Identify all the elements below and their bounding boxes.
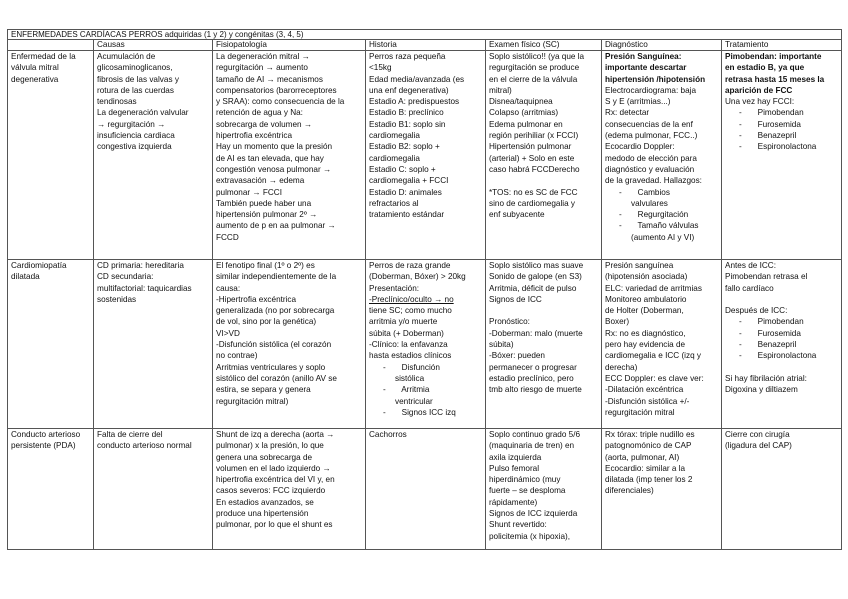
cell-line: *TOS: no es SC de FCC (489, 187, 578, 197)
cell-line (489, 175, 599, 186)
cell-line: cardiomegalia (369, 153, 420, 163)
cell-line: - Benazepril (739, 131, 797, 141)
cell-line: Presión sanguínea (605, 261, 674, 270)
cell-line: consecuencias de la enf (605, 119, 693, 129)
cell-line: pulmonar) x la presión, lo que (216, 441, 324, 451)
cell-line: insuficiencia cardiaca (97, 131, 175, 141)
cell-line: - Benazepril (739, 340, 797, 350)
cell-fisiopatologia (213, 429, 366, 550)
cell-line: Cierre con cirugía (725, 430, 790, 439)
cell-line: similar independientemente de la (216, 272, 337, 282)
cell-line: tmb alto riesgo de muerte (489, 385, 582, 395)
cell-line: Una vez hay FCCI: (725, 97, 795, 107)
cell-line: súbita) (489, 340, 514, 350)
cell-line: Estadio A: predispuestos (369, 97, 460, 107)
cell-line: regurgitación → aumento (216, 63, 308, 73)
cell-line: Signos de ICC izquierda (489, 509, 578, 519)
cell-line: medodo de elección para (605, 153, 697, 163)
cell-line: Shunt revertido: (489, 520, 547, 530)
cell-line: (maquinaria de tren) en (489, 441, 575, 451)
cell-line: CD secundaria: (97, 272, 154, 282)
header-diagnostico: Diagnóstico (602, 40, 722, 51)
cell-line: Signos de ICC (489, 294, 542, 304)
cell-line: Arritmia, déficit de pulso (489, 283, 577, 293)
cell-line: ventricular (395, 396, 433, 406)
cell-line: Perros raza pequeña (369, 52, 446, 61)
cell-line: regurgitación se produce (489, 63, 580, 73)
cell-line: Monitoreo ambulatorio (605, 294, 687, 304)
cell-line: congestión venosa pulmonar → (216, 164, 332, 174)
cell-line: sostenidas (97, 294, 137, 304)
cell-line: retrasa hasta 15 meses la (725, 74, 825, 84)
cell-line: - Disfunción (383, 362, 440, 372)
cell-line: Ecocardio Doppler: (605, 142, 675, 152)
row-label: Conducto arterioso persistente (PDA) (8, 429, 94, 550)
cell-line: aparición de FCC (725, 85, 793, 95)
cell-line: retención de agua y Na: (216, 108, 303, 118)
cell-line: patognomónico de CAP (605, 441, 692, 451)
cell-line: cardiomegalia + FCCI (369, 176, 449, 186)
cell-line: fibrosis de las valvas y (97, 74, 179, 84)
cell-diagnostico (602, 429, 722, 550)
cell-line: hipertensión /hipotensión (605, 74, 706, 84)
cell-line: Pimobendan retrasa el (725, 272, 808, 282)
cell-line: en estadio B, ya que (725, 63, 805, 73)
cell-line: Sonido de galope (en S3) (489, 272, 582, 282)
cell-line: Falta de cierre del (97, 430, 163, 439)
cell-line: - Regurgitación (619, 210, 689, 220)
cell-line: Colapso (arritmias) (489, 108, 559, 118)
cell-historia (366, 260, 486, 429)
cell-line: sistólico del corazón (anillo AV se (216, 373, 337, 383)
cell-causas (94, 260, 213, 429)
header-causas: Causas (94, 40, 213, 51)
cell-line: diferenciales) (605, 486, 654, 496)
cell-line: VI>VD (216, 328, 240, 338)
cell-line: Edema pulmonar en (489, 119, 563, 129)
cell-line: generalizada (no por sobrecarga (216, 306, 335, 316)
cell-line: Presión Sanguínea: (605, 52, 682, 61)
header-tratamiento: Tratamiento (722, 40, 842, 51)
cell-line: El fenotipo final (1º o 2º) es (216, 261, 315, 270)
cell-line: S y E (arritmias...) (605, 97, 671, 107)
cell-line: En estadios avanzados, se (216, 497, 314, 507)
cell-line: Electrocardiograma: baja (605, 85, 697, 95)
cell-line: - Espironolactona (739, 142, 817, 152)
cell-line: (hipotensión asociada) (605, 272, 688, 282)
row-label: Enfermedad de la válvula mitral degenerativa (8, 51, 94, 260)
cell-line: - Arritmia (383, 385, 430, 395)
cell-line: FCCD (216, 232, 239, 242)
cell-line: ECC Doppler: es clave ver: (605, 373, 704, 383)
cell-line: compensatorios (barorreceptores (216, 85, 337, 95)
cell-line: - Furosemida (739, 328, 801, 338)
header-cell-empty (8, 40, 94, 51)
cell-line: sobrecarga de volumen → (216, 119, 313, 129)
table-title: ENFERMEDADES CARDÍACAS PERROS adquiridas (1 y 2) y congénitas (3, 4, 5) (8, 30, 842, 40)
cell-line: rápidamente) (489, 497, 538, 507)
cell-line: - Tamaño válvulas (619, 221, 699, 231)
cell-line: tiene SC; como mucho (369, 306, 452, 316)
cell-line: fuerte – se desploma (489, 486, 566, 496)
cell-line: -Dilatación excéntrica (605, 385, 684, 395)
cell-examen-fisico (486, 51, 602, 260)
cell-line: - Signos ICC izq (383, 407, 456, 417)
cell-line: -Disfunción sistólica (el corazón (216, 340, 332, 350)
cell-line: <15kg (369, 63, 392, 73)
cell-line: Shunt de izq a derecha (aorta → (216, 430, 335, 439)
cell-line: en el cierre de la válvula (489, 74, 578, 84)
cell-line: (Doberman, Bóxer) > 20kg (369, 272, 466, 282)
cell-line: congestiva izquierda (97, 142, 172, 152)
cell-line: También puede haber una (216, 198, 312, 208)
cell-line: -Bóxer: pueden (489, 351, 545, 361)
cell-line: fallo cardíaco (725, 283, 774, 293)
cell-line: axila izquierda (489, 452, 542, 462)
disease-table (7, 29, 842, 550)
cell-line: volumen en el lado izquierdo → (216, 463, 331, 473)
cell-line: casos severos: FCC izquierdo (216, 486, 326, 496)
cell-line: -Doberman: malo (muerte (489, 328, 583, 338)
cell-line: policitemia (x hipoxia), (489, 531, 570, 541)
cell-line: (aumento AI y VI) (631, 232, 695, 242)
cell-line: (aorta, pulmonar, AI) (605, 452, 680, 462)
cell-line: Edad media/avanzada (es (369, 74, 465, 84)
cell-line: Rx tórax: triple nudillo es (605, 430, 695, 439)
cell-line: - Furosemida (739, 119, 801, 129)
cell-line: estira, se separa y genera (216, 385, 311, 395)
cell-line: Acumulación de (97, 52, 156, 61)
cell-line: Pimobendan: importante (725, 52, 822, 61)
cell-line: produce una hipertensión (216, 509, 309, 519)
cell-line: de vol, sino por la genética) (216, 317, 317, 327)
cell-line: hiperdinámico (muy (489, 475, 561, 485)
cell-fisiopatologia (213, 51, 366, 260)
cell-line: de AI es tan elevada, que hay (216, 153, 324, 163)
cell-line: Digoxina y diltiazem (725, 385, 798, 395)
cell-line: pulmonar, por lo que el shunt es (216, 520, 333, 530)
cell-line: extravasación → edema (216, 176, 305, 186)
cell-diagnostico (602, 260, 722, 429)
cell-line: pero hay evidencia de (605, 340, 686, 350)
cell-line: Perros de raza grande (369, 261, 451, 270)
cell-line: - Cambios (619, 187, 670, 197)
cell-line: Arritmias ventriculares y soplo (216, 362, 326, 372)
cell-line: Pulso femoral (489, 463, 540, 473)
header-examen-fisico: Examen físico (SC) (486, 40, 602, 51)
cell-line: La degeneración valvular (97, 108, 189, 118)
cell-line: dilatada (imp tener los 2 (605, 475, 693, 485)
cell-examen-fisico (486, 260, 602, 429)
cell-line: diagnóstico y evaluación (605, 164, 695, 174)
cell-line: Disnea/taquipnea (489, 97, 553, 107)
cell-line: mitral) (489, 85, 512, 95)
cell-line: CD primaria: hereditaria (97, 261, 184, 270)
cell-line: Estadio B: preclínico (369, 108, 444, 118)
cell-line (489, 305, 599, 316)
cell-line: rotura de las cuerdas (97, 85, 174, 95)
cell-line: Hay un momento que la presión (216, 142, 333, 152)
cell-tratamiento (722, 260, 842, 429)
cell-line: -Hipertrofia excéntrica (216, 294, 297, 304)
row-cardiomiopatia-dilatada (8, 260, 842, 429)
cell-line: Presentación: (369, 283, 420, 293)
row-label: Cardiomiopatía dilatada (8, 260, 94, 429)
cell-line: y SRAA): como consecuencia de la (216, 97, 345, 107)
cell-line: Estadio B1: soplo sin (369, 119, 446, 129)
header-row (8, 40, 842, 51)
cell-line: hasta estadios clínicos (369, 351, 452, 361)
cell-diagnostico (602, 51, 722, 260)
cell-line: enf subyacente (489, 210, 545, 220)
cell-historia (366, 429, 486, 550)
cell-line: genera una sobrecarga de (216, 452, 313, 462)
cell-line: Boxer) (605, 317, 630, 327)
cell-line: Soplo continuo grado 5/6 (489, 430, 581, 439)
cell-line: Ecocardio: similar a la (605, 463, 686, 473)
header-fisiopatologia: Fisiopatología (213, 40, 366, 51)
cell-line: estadio preclínico, pero (489, 373, 574, 383)
cell-line: Estadio B2: soplo + (369, 142, 440, 152)
cell-line: regurgitación mitral (605, 407, 675, 417)
cell-line: glicosaminoglicanos, (97, 63, 173, 73)
cell-line: (edema pulmonar, FCC..) (605, 131, 698, 141)
cell-line: tamaño de AI → mecanismos (216, 74, 323, 84)
cell-line: (arterial) + Solo en este (489, 153, 575, 163)
cell-line: valvulares (631, 198, 668, 208)
cell-line: región perihiliar (x FCCI) (489, 131, 579, 141)
cell-line: importante descartar (605, 63, 687, 73)
cell-line: súbita (+ Doberman) (369, 328, 444, 338)
cell-line: Después de ICC: (725, 306, 788, 316)
cell-line: Cachorros (369, 430, 407, 439)
cell-line: pulmonar → FCCI (216, 187, 282, 197)
cell-line: aumento de p en aa pulmonar → (216, 221, 336, 231)
cell-line: tendinosas (97, 97, 137, 107)
cell-line: hipertensión pulmonar 2º → (216, 210, 318, 220)
cell-line (725, 294, 839, 305)
cell-examen-fisico (486, 429, 602, 550)
cell-line: Antes de ICC: (725, 261, 776, 270)
cell-line: Hipertensión pulmonar (489, 142, 572, 152)
cell-causas (94, 429, 213, 550)
cell-line: causa: (216, 283, 241, 293)
cell-line: cardiomegalia (369, 131, 420, 141)
cell-line: permanecer o progresar (489, 362, 577, 372)
cell-line: Estadio C: soplo + (369, 164, 436, 174)
cell-line: La degeneración mitral → (216, 52, 310, 61)
cell-line: (ligadura del CAP) (725, 441, 792, 451)
cell-line: conducto arterioso normal (97, 441, 192, 451)
cell-line: caso habrá FCCDerecho (489, 164, 580, 174)
cell-line: Si hay fibrilación atrial: (725, 373, 807, 383)
row-conducto-arterioso (8, 429, 842, 550)
cell-line: refractarios al (369, 198, 419, 208)
cell-causas (94, 51, 213, 260)
cell-line: hipertrofia excéntrica (216, 131, 292, 141)
cell-line: - Pimobendan (739, 317, 804, 327)
document-page (7, 29, 841, 550)
cell-line: Pronóstico: (489, 317, 530, 327)
cell-tratamiento (722, 429, 842, 550)
cell-line: -Clínico: la enfavanza (369, 340, 448, 350)
cell-fisiopatologia (213, 260, 366, 429)
cell-tratamiento (722, 51, 842, 260)
cell-line: arritmia y/o muerte (369, 317, 438, 327)
cell-line: Rx: no es diagnóstico, (605, 328, 686, 338)
cell-line: Soplo sistólico mas suave (489, 261, 584, 270)
cell-line: cardiomegalia e ICC (izq y (605, 351, 702, 361)
cell-line: de la gravedad. Hallazgos: (605, 176, 702, 186)
cell-line: sino de cardiomegalia y (489, 198, 576, 208)
cell-line (725, 362, 839, 373)
cell-line: tratamiento estándar (369, 210, 445, 220)
cell-historia (366, 51, 486, 260)
cell-line: ELC: variedad de arritmias (605, 283, 702, 293)
cell-line: no contrae) (216, 351, 258, 361)
cell-line: - Espironolactona (739, 351, 817, 361)
header-historia: Historia (366, 40, 486, 51)
cell-line: sistólica (395, 373, 425, 383)
cell-line: de Holter (Doberman, (605, 306, 684, 316)
cell-line: -Disfunción sistólica +/- (605, 396, 690, 406)
cell-line: Soplo sistólico!! (ya que la (489, 52, 585, 61)
row-valvula-mitral (8, 51, 842, 260)
cell-line: multifactorial: taquicardias (97, 283, 192, 293)
cell-line: una enf degenerativa) (369, 85, 449, 95)
cell-line: -Preclínico/oculto → no (369, 294, 454, 304)
cell-line: → regurgitación → (97, 119, 166, 129)
cell-line: hipertrofia excéntrica del VI y, en (216, 475, 335, 485)
cell-line: Rx: detectar (605, 108, 650, 118)
cell-line: derecha) (605, 362, 638, 372)
cell-line: regurgitación mitral) (216, 396, 289, 406)
cell-line: - Pimobendan (739, 108, 804, 118)
cell-line: Estadio D: animales (369, 187, 442, 197)
